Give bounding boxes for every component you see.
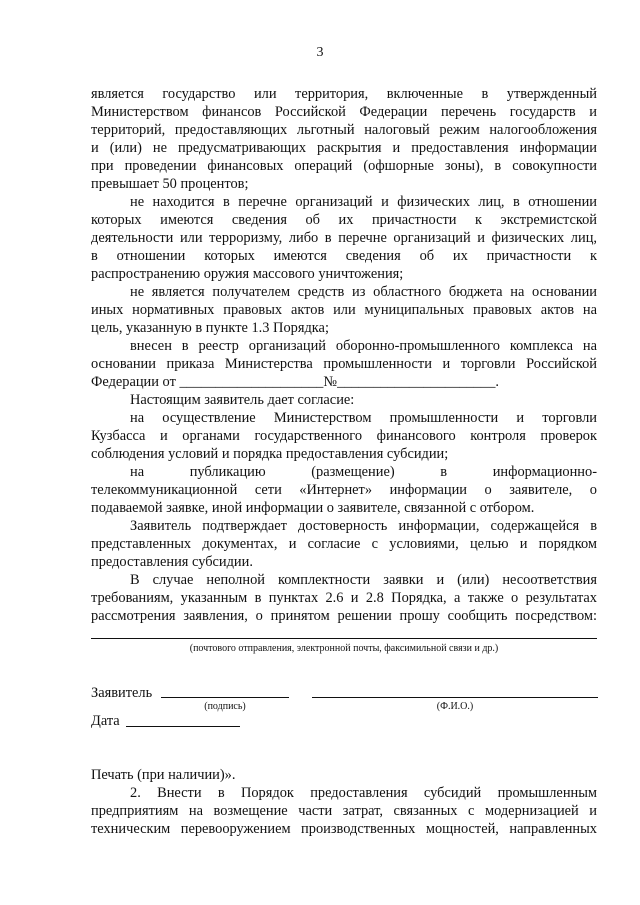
text-line: превышает 50 процентов; — [91, 176, 249, 192]
text-line: иных нормативных правовых актов или муниципальных правовых актов на — [91, 302, 597, 318]
page-number: 3 — [316, 45, 324, 60]
text-line: является государство или территория, включенные в утвержденный — [91, 86, 597, 102]
signature-caption: (подпись) — [204, 701, 246, 712]
text-line: Министерством финансов Российской Федерации перечень государств и — [91, 104, 597, 120]
text-line: распространению оружия массового уничтожения; — [91, 266, 404, 282]
text-line: цель, указанную в пункте 1.3 Порядка; — [91, 320, 329, 336]
text-line: техническим перевооружением производственных мощностей, направленных — [91, 821, 597, 837]
text-line: не находится в перечне организаций и физических лиц, в отношении — [130, 194, 597, 210]
text-line: В случае неполной комплектности заявки и (или) несоответствия — [130, 572, 597, 588]
text-line: деятельности или терроризму, либо в перечне организаций и физических лиц, — [91, 230, 597, 246]
text-line: основании приказа Министерства промышленности и торговли Российской — [91, 356, 597, 372]
text-line: на осуществление Министерством промышленности и торговли — [130, 410, 597, 426]
date-field[interactable] — [126, 726, 240, 727]
text-line: 2. Внести в Порядок предоставления субсидий промышленным — [130, 785, 597, 801]
text-line: представленных документах, и согласие с условиями, целью и порядком — [91, 536, 597, 552]
text-line: Заявитель подтверждает достоверность информации, содержащейся в — [130, 518, 597, 534]
text-line: на публикацию (размещение) в информационно- — [130, 464, 597, 480]
text-line: предприятиям на возмещение части затрат, связанных с модернизацией и — [91, 803, 597, 819]
text-line: Настоящим заявитель дает согласие: — [130, 392, 355, 408]
text-line: соблюдения условий и порядка предоставления субсидии; — [91, 446, 449, 462]
full-name-field[interactable] — [312, 697, 598, 698]
contact-method-field[interactable] — [91, 638, 597, 639]
text-line: подаваемой заявке, иной информации о заявителе, связанной с отбором. — [91, 500, 535, 516]
contact-caption: (почтового отправления, электронной почты, факсимильной связи и др.) — [189, 643, 499, 654]
text-line: предоставления субсидии. — [91, 554, 253, 570]
applicant-label: Заявитель — [91, 685, 153, 701]
full-name-caption: (Ф.И.О.) — [436, 701, 474, 712]
text-line: территорий, предоставляющих льготный налоговый режим налогообложения — [91, 122, 597, 138]
text-line: не является получателем средств из областного бюджета на основании — [130, 284, 597, 300]
text-line: требованиям, указанным в пунктах 2.6 и 2.8 Порядка, а также о результатах — [91, 590, 597, 606]
text-line: телекоммуникационной сети «Интернет» информации о заявителе, о — [91, 482, 597, 498]
seal-label: Печать (при наличии)». — [91, 767, 236, 783]
text-line: и (или) не предусматривающих раскрытия и предоставления информации — [91, 140, 597, 156]
text-line: рассмотрения заявления, о принятом решении прошу сообщить посредством: — [91, 608, 597, 624]
text-line: которых имеются сведения об их причастности к экстремистской — [91, 212, 597, 228]
text-line: внесен в реестр организаций оборонно-промышленного комплекса на — [130, 338, 597, 354]
signature-field[interactable] — [161, 697, 289, 698]
text-line: Кузбасса и органами государственного финансового контроля проверок — [91, 428, 597, 444]
text-line: Федерации от ____________________№______________________. — [91, 374, 499, 390]
date-label: Дата — [91, 713, 120, 729]
text-line: в отношении которых имеются сведения об их причастности к — [91, 248, 597, 264]
text-line: при проведении финансовых операций (офшорные зоны), в совокупности — [91, 158, 597, 174]
